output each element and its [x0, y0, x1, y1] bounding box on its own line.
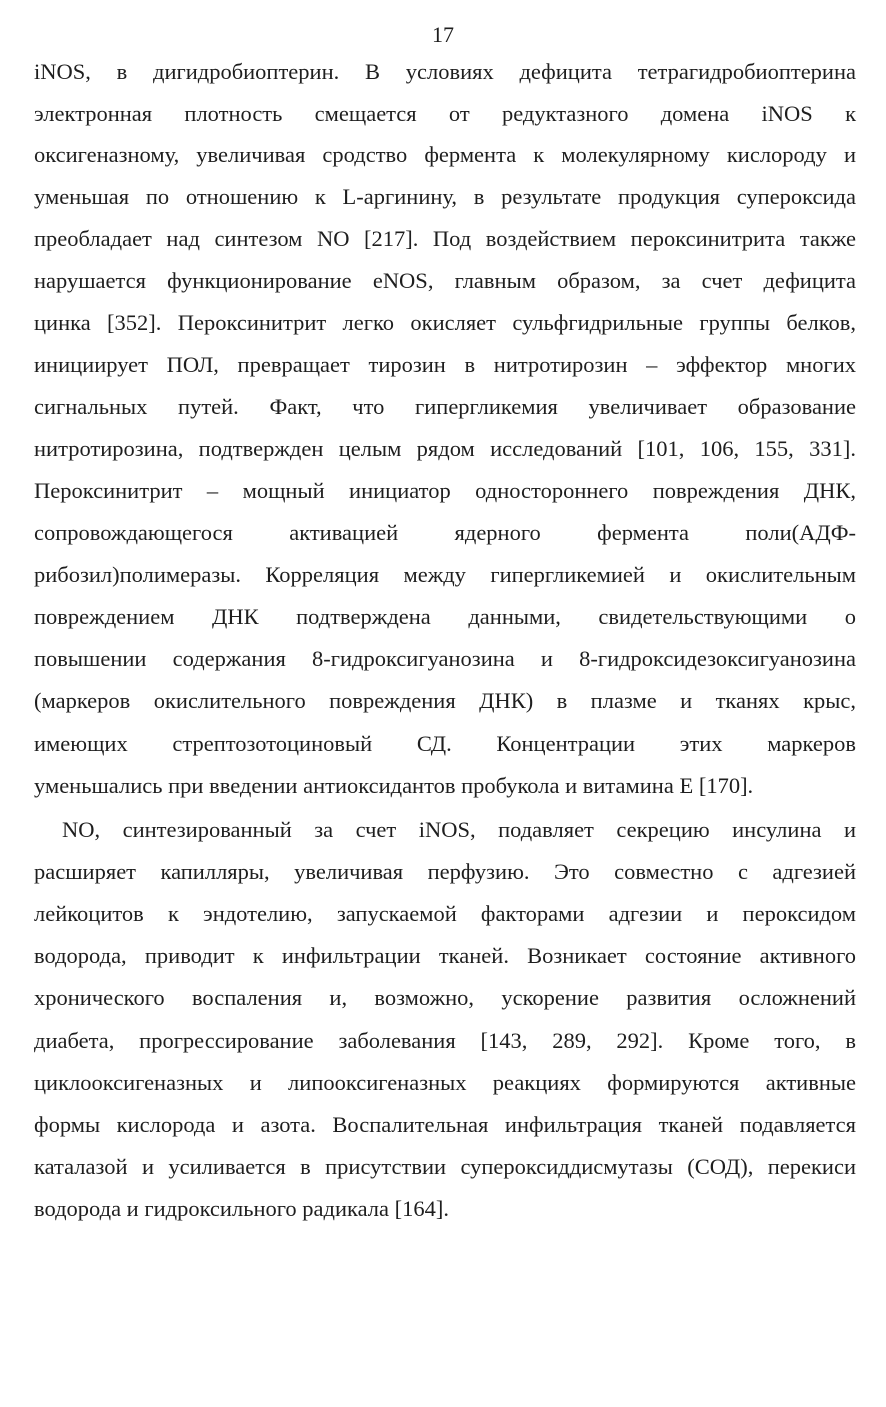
text-line: уменьшая по отношению к L-аргинину, в результате продукция супероксида: [34, 184, 856, 209]
text-line: NO, синтезированный за счет iNOS, подавляет секрецию инсулина и: [62, 817, 856, 842]
text-line: водорода, приводит к инфильтрации тканей. Возникает состояние активного: [34, 943, 856, 968]
text-line: имеющих стрептозотоциновый СД. Концентрации этих маркеров: [34, 731, 856, 756]
text-line: оксигеназному, увеличивая сродство фермента к молекулярному кислороду и: [34, 142, 856, 167]
text-line: каталазой и усиливается в присутствии супероксиддисмутазы (СОД), перекиси: [34, 1154, 856, 1179]
text-line: нитротирозина, подтвержден целым рядом исследований [101, 106, 155, 331].: [34, 436, 856, 461]
text-line: iNOS, в дигидробиоптерин. В условиях дефицита тетрагидробиоптерина: [34, 59, 856, 84]
text-line: преобладает над синтезом NO [217]. Под воздействием пероксинитрита также: [34, 226, 856, 251]
text-line: хронического воспаления и, возможно, ускорение развития осложнений: [34, 985, 856, 1010]
text-line: Пероксинитрит – мощный инициатор одностороннего повреждения ДНК,: [34, 478, 856, 503]
text-line: рибозил)полимеразы. Корреляция между гипергликемией и окислительным: [34, 562, 856, 587]
text-line: сопровождающегося активацией ядерного фермента поли(АДФ-: [34, 520, 856, 545]
text-line: нарушается функционирование eNOS, главным образом, за счет дефицита: [34, 268, 856, 293]
text-line: сигнальных путей. Факт, что гипергликемия увеличивает образование: [34, 394, 856, 419]
page-number: 17: [432, 22, 454, 47]
text-line: цинка [352]. Пероксинитрит легко окисляет сульфгидрильные группы белков,: [34, 310, 856, 335]
text-line: циклооксигеназных и липооксигеназных реакциях формируются активные: [34, 1070, 856, 1095]
text-line: формы кислорода и азота. Воспалительная инфильтрация тканей подавляется: [34, 1112, 856, 1137]
text-line: диабета, прогрессирование заболевания [143, 289, 292]. Кроме того, в: [34, 1028, 856, 1053]
text-line: водорода и гидроксильного радикала [164].: [34, 1196, 449, 1221]
text-line: (маркеров окислительного повреждения ДНК) в плазме и тканях крыс,: [34, 688, 856, 713]
text-line: повреждением ДНК подтверждена данными, свидетельствующими о: [34, 604, 856, 629]
text-line: расширяет капилляры, увеличивая перфузию. Это совместно с адгезией: [34, 859, 856, 884]
text-line: инициирует ПОЛ, превращает тирозин в нитротирозин – эффектор многих: [34, 352, 856, 377]
text-line: повышении содержания 8-гидроксигуанозина и 8-гидроксидезоксигуанозина: [34, 646, 856, 671]
text-line: уменьшались при введении антиоксидантов пробукола и витамина Е [170].: [34, 773, 754, 798]
text-line: электронная плотность смещается от редуктазного домена iNOS к: [34, 101, 856, 126]
text-line: лейкоцитов к эндотелию, запускаемой факторами адгезии и пероксидом: [34, 901, 856, 926]
